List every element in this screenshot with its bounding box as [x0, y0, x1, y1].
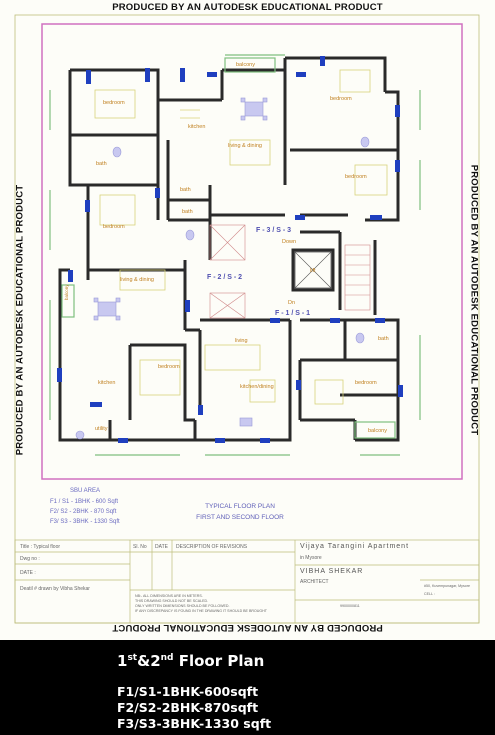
room-label-bath-w: bath [96, 161, 107, 167]
area-heading: SBU AREA [70, 488, 101, 494]
tb-note-1: NB:- ALL DIMENSIONS ARE IN METERS. [135, 594, 203, 598]
room-label-bath-c2: bath [182, 209, 193, 215]
room-label-kitchen-sw: kitchen [98, 380, 116, 386]
room-label-lift: lift [310, 268, 316, 274]
footer-title-nd: nd [160, 653, 174, 663]
footer-title-st: st [127, 653, 138, 663]
tb-col-date: DATE [155, 544, 168, 550]
tb-project: Vijaya Tarangini Apartment [300, 543, 410, 550]
room-label-bedroom-sw: bedroom [158, 364, 180, 370]
room-label-balcony-se: balcony [368, 428, 387, 434]
tb-note-2: THIS DRAWING SHOULD NOT BE SCALED. [135, 599, 209, 603]
room-label-dn: Dn [288, 300, 296, 306]
tb-note-3: ONLY WRITTEN DIMENSIONS SHOULD BE FOLLOWED. [135, 604, 230, 608]
room-label-kitchen-top: kitchen [188, 124, 206, 130]
tb-address: #50, Kuvempunagar, Mysore [424, 584, 470, 588]
room-label-living-low: living [235, 338, 248, 344]
tb-title: Title : Typical floor [20, 544, 61, 550]
area-line-2: F2/ S2 - 2BHK - 870 Sqft [50, 509, 117, 515]
tb-date: DATE : [20, 570, 36, 576]
watermark-right: PRODUCED BY AN AUTODESK EDUCATIONAL PRODUCT [468, 164, 480, 436]
watermark-left: PRODUCED BY AN AUTODESK EDUCATIONAL PRODUCT [14, 184, 26, 456]
footer-title-tail: Floor Plan [173, 652, 265, 670]
tb-note-4: IF ANY DISCREPANCY IS FOUND IN THE DRAWING IT SHOULD BE BROUGHT [135, 609, 267, 613]
room-label-bath-se: bath [378, 336, 389, 342]
watermark-top: PRODUCED BY AN AUTODESK EDUCATIONAL PRODUCT [112, 2, 383, 13]
flat-tag-f2: F - 2 / S - 2 [207, 274, 243, 281]
room-label-balcony-w: balcony [64, 284, 69, 300]
area-line-1: F1 / S1 - 1BHK - 600 Sqft [50, 499, 119, 505]
tb-sheet-no: 9900000811 [340, 604, 360, 608]
footer-line-3: F3/S3-3BHK-1330 sqft [117, 716, 272, 731]
footer-title-lead: 1 [117, 652, 128, 670]
room-label-balcony-top: balcony [236, 62, 255, 68]
tb-architect-role: ARCHITECT [300, 579, 329, 585]
tb-cell: CELL : [424, 592, 435, 596]
room-label-living-mid: living & dining [120, 277, 154, 283]
room-label-utility-sw: utility [95, 426, 108, 432]
room-label-bedroom-w: bedroom [103, 224, 125, 230]
watermark-bottom: PRODUCED BY AN AUTODESK EDUCATIONAL PRODUCT [112, 622, 383, 633]
footer-line-2: F2/S2-2BHK-870sqft [117, 700, 259, 715]
footer-panel [0, 640, 495, 735]
footer-title-amp: &2 [137, 652, 161, 670]
room-label-bath-c1: bath [180, 187, 191, 193]
room-label-living-top: living & dining [228, 143, 262, 149]
area-line-3: F3/ S3 - 3BHK - 1330 Sqft [50, 519, 120, 525]
room-label-bedroom-se: bedroom [355, 380, 377, 386]
tb-col-sl: Sl. No [133, 544, 147, 550]
room-label-bedroom-ne: bedroom [330, 96, 352, 102]
flat-tag-f1: F - 1 / S - 1 [275, 310, 311, 317]
tb-dwg-no: Dwg no : [20, 556, 40, 562]
plan-caption-line-2: FIRST AND SECOND FLOOR [196, 514, 284, 521]
footer-line-1: F1/S1-1BHK-600sqft [117, 684, 259, 699]
flat-tag-f3: F - 3 / S - 3 [256, 227, 292, 234]
room-label-down: Down [282, 239, 297, 245]
tb-col-desc: DESCRIPTION OF REVISIONS [176, 544, 248, 550]
room-label-bedroom-e: bedroom [345, 174, 367, 180]
room-label-dining-low: kitchen/dining [240, 384, 274, 390]
footer-title [117, 652, 264, 670]
tb-drawn-by: Deatil # drawn by Vibha Shekar [20, 586, 90, 592]
plan-caption-line-1: TYPICAL FLOOR PLAN [205, 503, 275, 510]
tb-architect-name: VIBHA SHEKAR [300, 568, 364, 575]
room-label-bedroom-nw: bedroom [103, 100, 125, 106]
tb-location: in Mysore [300, 555, 322, 561]
